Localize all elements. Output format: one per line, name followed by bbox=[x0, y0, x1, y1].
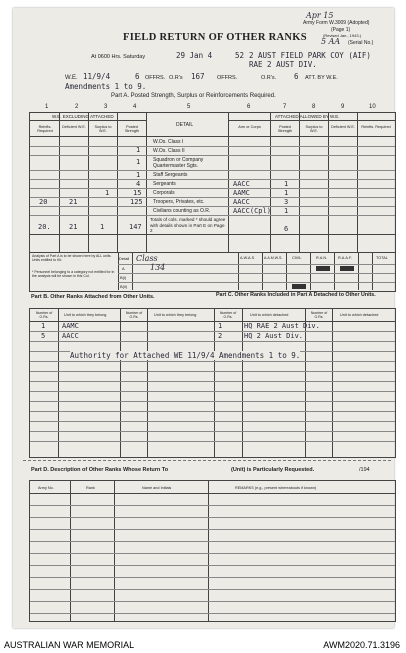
row-cpl-surplus: 1 bbox=[105, 189, 110, 197]
revised-label: (Revised Jan., 1943.) bbox=[323, 33, 362, 38]
head-att-surplus: Surplus to W.E. bbox=[305, 125, 323, 133]
part-d-head-name: Name and Initials bbox=[142, 486, 172, 490]
total-reinfts: 20. bbox=[38, 223, 51, 231]
row-civ-arm: AACC(Cpl) bbox=[233, 207, 271, 215]
attached-label: ATT. BY W.E. bbox=[305, 75, 338, 81]
return-date: 29 Jan 4 bbox=[176, 51, 213, 60]
form-sheet bbox=[13, 8, 394, 628]
part-d-date: /194 bbox=[359, 467, 370, 473]
stamp-date-handwritten: Apr 15 bbox=[306, 11, 334, 20]
we-value: 11/9/4 bbox=[83, 72, 111, 81]
row-ptes-arm: AACC bbox=[233, 198, 250, 206]
row-cpl-att-posted: 1 bbox=[284, 189, 289, 197]
row-detail-cpl: Corporals bbox=[153, 190, 175, 196]
row-ptes-reinfts: 20 bbox=[39, 198, 48, 206]
part-c-row-2-number: 2 bbox=[218, 332, 223, 340]
head-arm-corps: Arm or Corps bbox=[238, 125, 261, 129]
row-detail-ptes: Troopers, Privates, etc. bbox=[153, 199, 205, 205]
analysis-head-total: TOTAL bbox=[376, 256, 388, 260]
form-title: FIELD RETURN OF OTHER RANKS bbox=[123, 32, 307, 43]
head-deficient-we: Deficient W.E. bbox=[62, 125, 86, 129]
row-ptes-posted: 125 bbox=[130, 198, 143, 206]
minus-offrs-label: OFFRS. bbox=[217, 75, 238, 81]
group-we-excluding-attached: W.E. EXCLUDING ATTACHED bbox=[52, 114, 114, 119]
analysis-row-bii: B(ii) bbox=[120, 284, 128, 289]
row-wo2-posted: 1 bbox=[136, 146, 141, 154]
analysis-head-aamws: A.A.M.W.S. bbox=[264, 256, 283, 260]
part-b-title: Part B. Other Ranks Attached from Other Units. bbox=[31, 294, 155, 300]
redaction-mark bbox=[340, 266, 354, 271]
row-sgt-posted: 4 bbox=[136, 180, 141, 188]
row-detail-civilians: Civilians counting as O.R. bbox=[153, 208, 211, 214]
form-number: Army Form W.3009 (Adopted) bbox=[303, 20, 370, 26]
part-b-head-unit: Unit to which they belong bbox=[64, 313, 107, 317]
totals-label: Totals of cols. marked * should agree with details shown in Part E on Page 2 bbox=[150, 217, 226, 233]
row-sgt-arm: AACC bbox=[233, 180, 250, 188]
part-b-head-number: Number of O.Rs. bbox=[35, 311, 53, 319]
part-b-head-unit-2: Unit to which they belong bbox=[154, 313, 197, 317]
analysis-head-awas: A.W.A.S. bbox=[240, 256, 256, 260]
part-c-head-unit: Unit to which detached bbox=[250, 313, 289, 317]
part-a-table bbox=[29, 112, 396, 292]
minus-ors-label: O.R's. bbox=[261, 75, 277, 81]
redaction-mark bbox=[292, 284, 306, 289]
part-d-title: Part D. Description of Other Ranks Whose Return To bbox=[31, 467, 169, 473]
part-c-head-number-2: Number of O.Rs. bbox=[310, 311, 328, 319]
analysis-detail-label: Detail bbox=[119, 256, 130, 261]
row-detail-wo1: W.Os. Class I bbox=[153, 139, 184, 145]
row-ptes-att-posted: 3 bbox=[284, 198, 289, 206]
total-deficient: 21 bbox=[69, 223, 78, 231]
part-d-title-2: (Unit) is Particularly Requested. bbox=[231, 467, 315, 473]
part-c-row-2-unit: HQ 2 Aust Div. bbox=[244, 332, 304, 340]
head-att-deficient: Deficient W.E. bbox=[331, 125, 355, 129]
total-surplus: 1 bbox=[100, 223, 105, 231]
ors-label: O.R's bbox=[169, 75, 183, 81]
row-sgt-att-posted: 1 bbox=[284, 180, 289, 188]
part-c-title: Part C. Other Ranks Included in Part A Detached to Other Units. bbox=[216, 292, 376, 298]
part-c-row-1-number: 1 bbox=[218, 322, 223, 330]
part-d-head-rank: Rank bbox=[86, 486, 95, 490]
analysis-class-handwritten: Class bbox=[136, 254, 158, 263]
part-b-head-number-2: Number of O.Rs. bbox=[125, 311, 143, 319]
part-a-title: Part A. Posted Strength, Surplus or Reinforcements Required. bbox=[111, 93, 276, 99]
row-ptes-deficient: 21 bbox=[69, 198, 78, 206]
row-detail-ssgt: Staff Sergeants bbox=[153, 172, 188, 178]
attached-value: 6 bbox=[294, 72, 299, 81]
row-cpl-posted: 15 bbox=[133, 189, 142, 197]
row-detail-wo2: W.Os. Class II bbox=[153, 148, 185, 154]
serial-number-value: 5 AA bbox=[321, 37, 341, 46]
analysis-row-bi: B(i) bbox=[120, 275, 127, 280]
unit-formation: RAE 2 AUST DIV. bbox=[249, 60, 317, 69]
serial-number-label: (Serial No.) bbox=[348, 40, 374, 46]
group-attached-allowed: ATTACHED ALLOWED BY W.E. bbox=[275, 114, 340, 119]
total-att-posted: 6 bbox=[284, 225, 289, 233]
row-detail-sgt: Sergeants bbox=[153, 181, 176, 187]
head-surplus-we: Surplus to W.E. bbox=[94, 125, 112, 133]
part-d-table bbox=[29, 480, 396, 622]
amendments-text: Amendments 1 to 9. bbox=[65, 82, 147, 91]
separator-line bbox=[23, 460, 391, 461]
part-c-row-1-unit: HQ RAE 2 Aust Div. bbox=[244, 322, 320, 330]
unit-prefix: 52 bbox=[235, 51, 245, 60]
row-cqms-posted: 1 bbox=[136, 158, 141, 166]
unit-name: 2 AUST FIELD PARK COY (AIF) bbox=[249, 51, 371, 60]
footer-institution: AUSTRALIAN WAR MEMORIAL bbox=[4, 640, 135, 650]
analysis-note: Analysis of Part A is to be shown here by ALL units. Units entitled to Kit. bbox=[32, 254, 112, 263]
part-b-row-2-unit: AACC bbox=[62, 332, 79, 340]
part-b-row-1-unit: AAMC bbox=[62, 322, 79, 330]
analysis-note-2: * Personnel belonging to a category not entitled for in the analysis will be shown in this Col. bbox=[32, 270, 115, 279]
row-detail-cqms: Squadron or Company Quartermaster Sgts. bbox=[153, 157, 204, 169]
column-numbers: 1 2 3 4 5 6 7 8 9 10 bbox=[45, 104, 376, 110]
page-label: (Page 1) bbox=[331, 27, 351, 33]
group-detail: DETAIL bbox=[176, 122, 194, 128]
part-c-head-unit-2: Unit to which detached bbox=[340, 313, 379, 317]
part-b-row-2-number: 5 bbox=[41, 332, 46, 340]
analysis-head-raaf: R.A.A.F. bbox=[338, 256, 352, 260]
head-posted-strength: Posted Strength bbox=[124, 125, 140, 133]
part-c-head-number: Number of O.Rs. bbox=[219, 311, 237, 319]
offrs-label: OFFRS. bbox=[145, 75, 166, 81]
analysis-head-civil: CIVIL bbox=[292, 256, 302, 260]
head-reinfts-required: Reinfts. Required bbox=[37, 125, 53, 133]
analysis-row-a: A bbox=[122, 266, 125, 271]
redaction-mark bbox=[316, 266, 330, 271]
we-label: W.E. bbox=[65, 75, 78, 81]
analysis-head-ran: R.A.N. bbox=[316, 256, 328, 260]
authority-note: Authority for Attached WE 11/9/4 Amendments 1 to 9. bbox=[70, 351, 301, 360]
footer-accession-number: AWM2020.71.3196 bbox=[323, 640, 400, 650]
part-b-row-1-number: 1 bbox=[41, 322, 46, 330]
part-d-head-army-no: Army No. bbox=[38, 486, 54, 490]
at-hours-label: At 0600 Hrs. Saturday bbox=[91, 54, 146, 60]
part-bc-table bbox=[29, 308, 396, 458]
head-att-posted-strength: Posted Strength bbox=[277, 125, 293, 133]
ors-value: 167 bbox=[191, 72, 205, 81]
offrs-value: 6 bbox=[135, 72, 140, 81]
row-ssgt-posted: 1 bbox=[136, 171, 141, 179]
head-att-reinfts: Reinfts. Required bbox=[361, 125, 391, 129]
analysis-value: 134 bbox=[150, 263, 166, 272]
part-d-head-remarks: REMARKS (e.g., present whereabouts if known) bbox=[235, 486, 317, 490]
total-posted: 147 bbox=[129, 223, 142, 231]
row-cpl-arm: AAMC bbox=[233, 189, 250, 197]
footer-bar bbox=[0, 638, 406, 653]
row-civ-att-posted: 1 bbox=[284, 207, 289, 215]
